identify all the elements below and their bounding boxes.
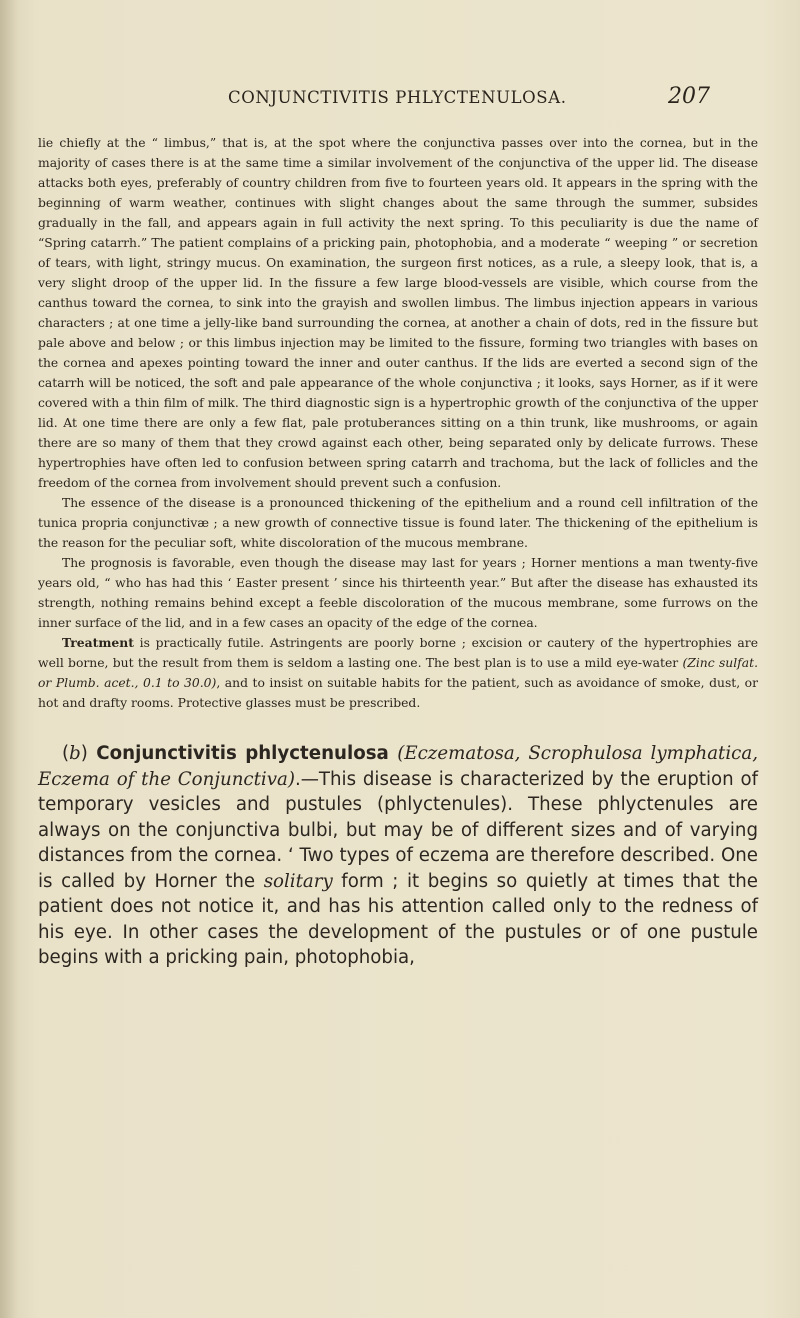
running-title: CONJUNCTIVITIS PHLYCTENULOSA.	[228, 88, 567, 107]
section-marker-open: (	[62, 743, 70, 764]
paragraph-prognosis: The prognosis is favorable, even though the disease may last for years ; Horner mentions a man twenty-five years old, “ who has had this ‘ Easter present ’ since his thirteenth year.” But after the disease has exhausted its strength, nothing remains behind except a feeble discoloration of the mucous membrane, some furrows on the inner surface of the lid, and in a few cases an opacity of the edge of the cornea.	[38, 556, 758, 630]
section-title: Conjunctivitis phlyctenulosa	[87, 743, 398, 764]
small-print-body	[38, 133, 758, 713]
section-synonyms: (Eczematosa, Scrophulosa lymphatica, Eczema of the Conjunctiva)	[38, 743, 758, 790]
paragraph-spring-catarrh-description: lie chiefly at the “ limbus,” that is, at the spot where the conjunctiva passes over into the cornea, but in the majority of cases there is at the same time a similar involvement of the conjunctiva of the upper lid. The disease attacks both eyes, preferably of country children from five to fourteen years old. It appears in the spring with the beginning of warm weather, continues with slight changes about the same through the summer, subsides gradually in the fall, and appears again in full activity the next spring. To this peculiarity is due the name of “Spring catarrh.” The patient complains of a pricking pain, photophobia, and a moderate “ weeping ” or secretion of tears, with light, stringy mucus. On examination, the surgeon first notices, as a rule, a sleepy look, that is, a very slight droop of the upper lid. In the fissure a few large blood-vessels are visible, which course from the canthus toward the cornea, to sink into the grayish and swollen limbus. The limbus injection appears in various characters ; at one time a jelly-like band surrounding the cornea, at another a chain of dots, red in the fissure but pale above and below ; or this limbus injection may be limited to the fissure, forming two triangles with bases on the cornea and apexes pointing toward the inner and outer canthus. If the lids are everted a second sign of the catarrh will be noticed, the soft and pale appearance of the whole conjunctiva ; it looks, says Horner, as if it were covered with a thin film of milk. The third diagnostic sign is a hypertrophic growth of the conjunctiva of the upper lid. At one time there are only a few flat, pale protuberances sitting on a thin trunk, like mushrooms, or again there are so many of them that they crowd against each other, being separated only by delicate furrows. These hypertrophies have often led to confusion between spring catarrh and trachoma, but the lack of follicles and the freedom of the cornea from involvement should prevent such a confusion.	[38, 136, 758, 490]
section-marker-close: )	[80, 743, 88, 764]
paragraph-treatment	[38, 633, 758, 713]
section-marker-letter: b	[69, 743, 81, 764]
page-header	[228, 84, 728, 118]
treatment-text: is practically futile. Astringents are poorly borne ; excision or cautery of the hypertrophies are well borne, but the result from them is seldom a lasting one. The best plan is to use a mild eye-water	[38, 636, 758, 670]
solitary-term: solitary	[263, 870, 333, 892]
treatment-text-end: , and to insist on suitable habits for the patient, such as avoidance of smoke, dust, or hot and drafty rooms. Protective glasses must be prescribed.	[38, 676, 758, 710]
large-print-body	[38, 741, 758, 971]
paragraph-essence: The essence of the disease is a pronounced thickening of the epithelium and a round cell infiltration of the tunica propria conjunctivæ ; a new growth of connective tissue is found later. The thickening of the epithelium is the reason for the peculiar soft, white discoloration of the mucous membrane.	[38, 496, 758, 550]
section-text-part1: .—This disease is characterized by the eruption of temporary vesicles and pustules (phlyctenules). These phlyctenules are always on the conjunctiva bulbi, but may be of different sizes and of varying distances from the cornea. ‘ Two types of eczema are therefore described. One is called by Horner the	[38, 768, 758, 892]
section-text-part2: form ; it begins so quietly at times that the patient does not notice it, and has his attention called only to the redness of his eye. In other cases the development of the pustules or of one pustule begins with a pricking pain, photophobia,	[38, 870, 758, 968]
page-number: 207	[668, 84, 710, 109]
page-gutter-shadow	[0, 0, 18, 1318]
treatment-formula: (Zinc sulfat. or Plumb. acet., 0.1 to 30.0)	[38, 656, 758, 690]
section-b-paragraph	[38, 741, 758, 971]
treatment-heading: Treatment	[62, 635, 134, 650]
